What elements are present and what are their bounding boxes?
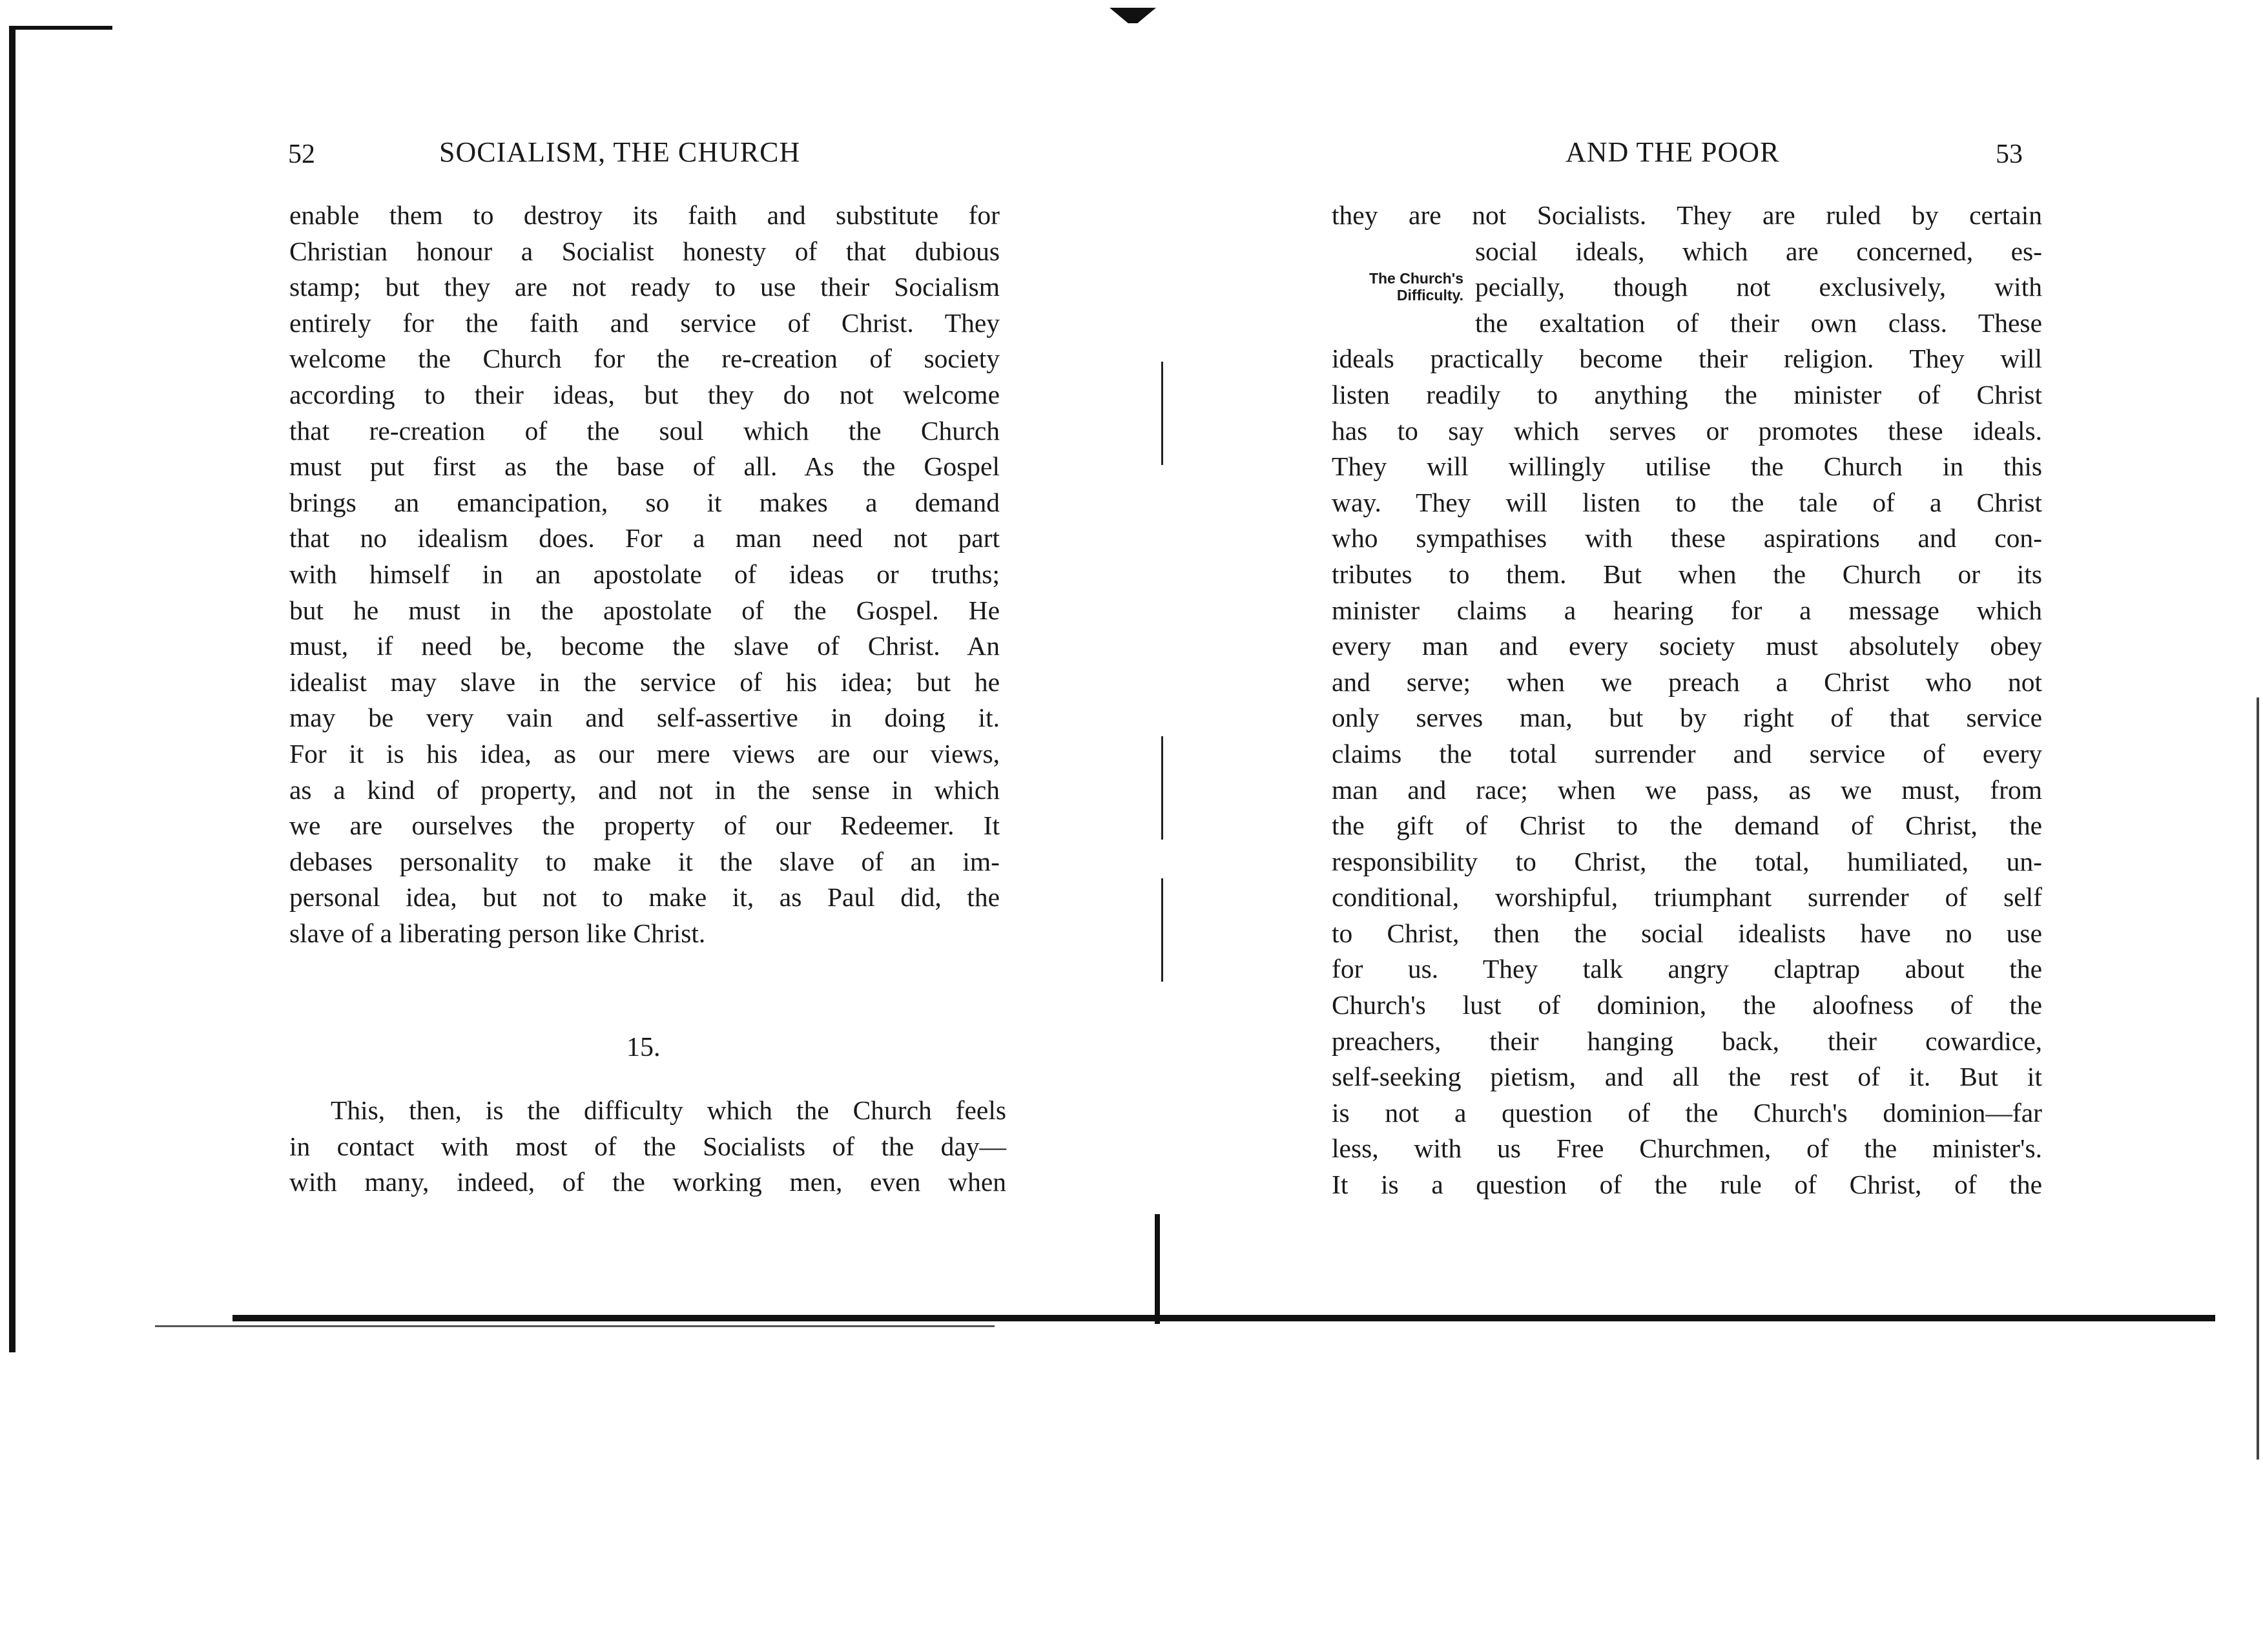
text-line: self-seeking pietism, and all the rest of it. But it [1332,1062,2042,1092]
marginal-note-line: Difficulty. [1396,287,1463,304]
text-line: responsibility to Christ, the total, humiliated, un- [1332,846,2042,876]
left-running-head: SOCIALISM, THE CHURCH [439,136,801,168]
text-line: For it is his idea, as our mere views are our views, [289,738,1000,769]
text-line: in contact with most of the Socialists of the day— [289,1131,1006,1161]
text-line: less, with us Free Churchmen, of the minister's. [1332,1133,2042,1164]
text-line: brings an emancipation, so it makes a demand [289,487,1000,517]
text-line: stamp; but they are not ready to use their Socialism [289,272,1000,302]
text-line: idealist may slave in the service of his idea; but he [289,666,1000,697]
text-line: personal idea, but not to make it, as Paul did, the [289,882,1000,913]
text-line: This, then, is the difficulty which the Church feels [331,1095,1006,1125]
text-line: Church's lust of dominion, the aloofness of the [1332,990,2042,1020]
text-line: Christian honour a Socialist honesty of that dubious [289,236,1000,266]
text-line: as a kind of property, and not in the sense in which [289,774,1000,805]
text-line: the exaltation of their own class. These [1475,307,2042,338]
text-line: welcome the Church for the re-creation of society [289,344,1000,374]
text-line: They will willingly utilise the Church in this [1332,451,2042,482]
section-number: 15. [626,1033,661,1062]
text-line: tributes to them. But when the Church or its [1332,559,2042,589]
text-line: It is a question of the rule of Christ, of the [1332,1170,2042,1200]
text-line: we are ourselves the property of our Redeemer. It [289,811,1000,841]
text-line: who sympathises with these aspirations and con- [1332,523,2042,553]
right-body-text [1332,198,2042,1203]
marginal-note-line: The Church's [1369,270,1463,287]
text-line: must, if need be, become the slave of Christ. An [289,631,1000,661]
text-line: with himself in an apostolate of ideas or truths; [289,559,1000,589]
text-line: the gift of Christ to the demand of Christ, the [1332,811,2042,841]
text-line: but he must in the apostolate of the Gospel. He [289,595,1000,625]
text-line: to Christ, then the social idealists have no use [1332,918,2042,948]
text-line: with many, indeed, of the working men, even when [289,1167,1006,1197]
right-page-number: 53 [1996,139,2023,169]
text-line: has to say which serves or promotes these ideals. [1332,415,2042,446]
text-line: claims the total surrender and service of every [1332,738,2042,769]
text-line: is not a question of the Church's dominion—far [1332,1097,2042,1128]
text-line: ideals practically become their religion. They will [1332,344,2042,374]
text-line: must put first as the base of all. As the Gospel [289,451,1000,482]
text-line: for us. They talk angry claptrap about the [1332,954,2042,984]
text-line: way. They will listen to the tale of a Christ [1332,487,2042,517]
right-running-head: AND THE POOR [1566,136,1780,168]
text-line: man and race; when we pass, as we must, from [1332,774,2042,805]
text-line: social ideals, which are concerned, es- [1475,236,2042,266]
text-line: enable them to destroy its faith and substitute for [289,200,1000,230]
text-line: preachers, their hanging back, their cowardice, [1332,1026,2042,1056]
text-line: slave of a liberating person like Christ. [289,918,706,948]
left-section-text [289,1093,1006,1201]
text-line: they are not Socialists. They are ruled by certain [1332,200,2042,230]
text-line: debases personality to make it the slave of an im- [289,846,1000,876]
text-line: according to their ideas, but they do not welcome [289,379,1000,409]
text-line: entirely for the faith and service of Christ. They [289,307,1000,338]
text-line: that re-creation of the soul which the Church [289,415,1000,446]
text-line: listen readily to anything the minister of Christ [1332,379,2042,409]
text-line: only serves man, but by right of that service [1332,703,2042,733]
text-line: and serve; when we preach a Christ who not [1332,666,2042,697]
text-line: minister claims a hearing for a message which [1332,595,2042,625]
text-line: conditional, worshipful, triumphant surrender of self [1332,882,2042,913]
text-line: pecially, though not exclusively, with [1475,272,2042,302]
left-page-number: 52 [288,139,315,169]
left-body-text [289,198,1000,951]
text-line: that no idealism does. For a man need not part [289,523,1000,553]
right-page [1156,0,2263,1652]
text-line: may be very vain and self-assertive in doing it. [289,703,1000,733]
text-line: every man and every society must absolutely obey [1332,631,2042,661]
